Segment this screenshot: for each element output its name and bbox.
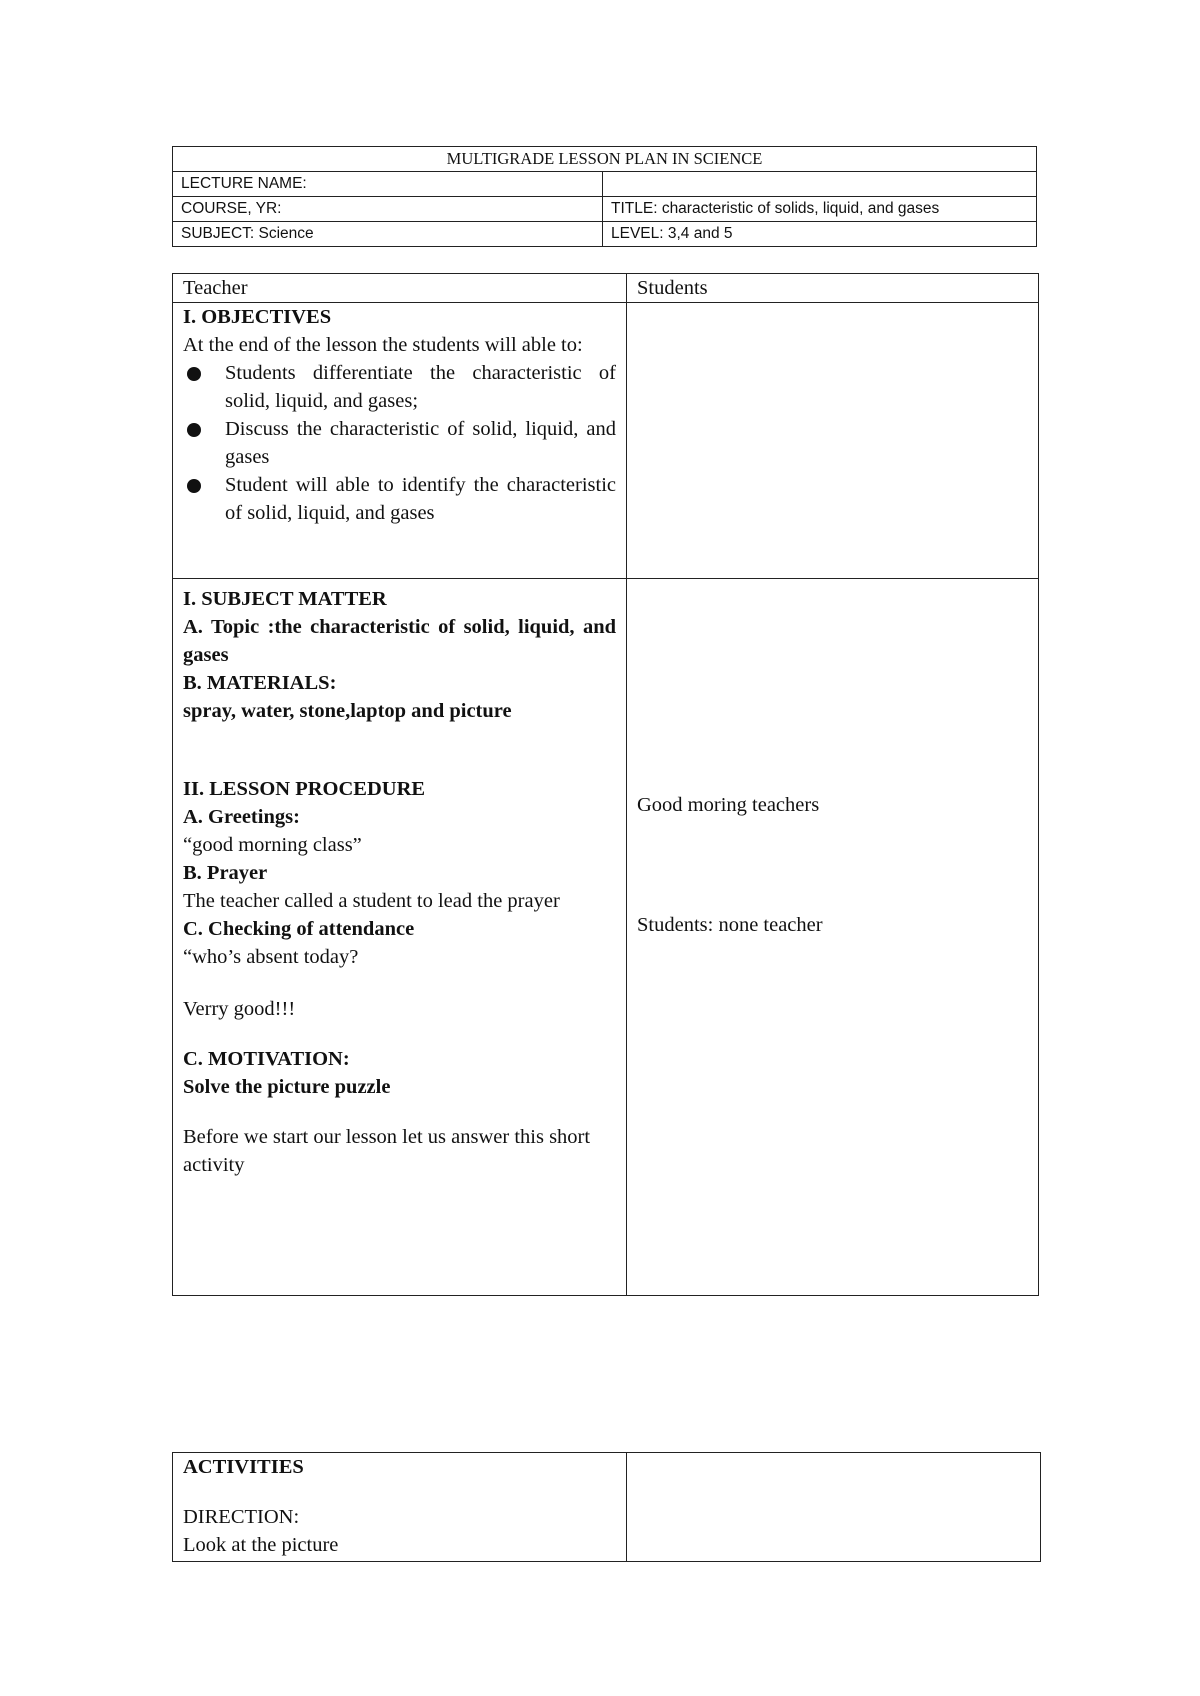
lesson-title-field: TITLE: characteristic of solids, liquid, and gases: [603, 197, 1037, 222]
subject-field: SUBJECT: Science: [173, 222, 603, 247]
motivation-heading: C. MOTIVATION:: [183, 1048, 350, 1070]
lesson-main-table: [172, 273, 1039, 1296]
attendance-text: “who’s absent today?: [183, 946, 359, 968]
attendance-heading: C. Checking of attendance: [183, 918, 415, 940]
objectives-students-cell: [627, 303, 1039, 579]
student-attendance-reply: Students: none teacher: [637, 914, 823, 936]
prayer-text: The teacher called a student to lead the prayer: [183, 890, 560, 912]
subject-matter-heading: I. SUBJECT MATTER: [183, 588, 387, 610]
motivation-text: Before we start our lesson let us answer this short activity: [183, 1126, 591, 1176]
greetings-heading: A. Greetings:: [183, 806, 300, 828]
lesson-header-table: [172, 146, 1037, 247]
procedure-students-cell: [627, 579, 1039, 1296]
lecture-name-value: [603, 172, 1037, 197]
activities-cell: [173, 1453, 627, 1562]
bullet-icon: [187, 479, 201, 493]
lesson-plan-title: MULTIGRADE LESSON PLAN IN SCIENCE: [173, 147, 1037, 172]
motivation-subheading: Solve the picture puzzle: [183, 1076, 391, 1098]
objectives-intro: At the end of the lesson the students will able to:: [183, 334, 583, 356]
subject-matter-cell: [173, 579, 627, 1296]
objectives-cell: [173, 303, 627, 579]
topic-text: A. Topic :the characteristic of solid, liquid, and gases: [183, 616, 616, 666]
direction-label: DIRECTION:: [183, 1506, 300, 1528]
bullet-icon: [187, 367, 201, 381]
students-column-header: Students: [627, 274, 1039, 303]
course-yr-label: COURSE, YR:: [173, 197, 603, 222]
prayer-heading: B. Prayer: [183, 862, 268, 884]
list-item: Students differentiate the characteristic of solid, liquid, and gases;: [183, 359, 616, 415]
materials-text: spray, water, stone,laptop and picture: [183, 700, 512, 722]
teacher-column-header: Teacher: [173, 274, 627, 303]
bullet-icon: [187, 423, 201, 437]
activities-table: [172, 1452, 1041, 1562]
very-good-text: Verry good!!!: [183, 998, 296, 1020]
lecture-name-label: LECTURE NAME:: [173, 172, 603, 197]
objectives-heading: I. OBJECTIVES: [183, 306, 332, 328]
list-item: Student will able to identify the characteristic of solid, liquid, and gases: [183, 471, 616, 527]
greetings-text: “good morning class”: [183, 834, 362, 856]
lesson-procedure-heading: II. LESSON PROCEDURE: [183, 778, 426, 800]
student-greeting-reply: Good moring teachers: [637, 794, 820, 816]
activities-students-cell: [627, 1453, 1041, 1562]
activities-heading: ACTIVITIES: [183, 1456, 304, 1478]
level-field: LEVEL: 3,4 and 5: [603, 222, 1037, 247]
direction-text: Look at the picture: [183, 1534, 339, 1556]
objectives-list: [183, 359, 616, 527]
list-item: Discuss the characteristic of solid, liquid, and gases: [183, 415, 616, 471]
materials-heading: B. MATERIALS:: [183, 672, 337, 694]
